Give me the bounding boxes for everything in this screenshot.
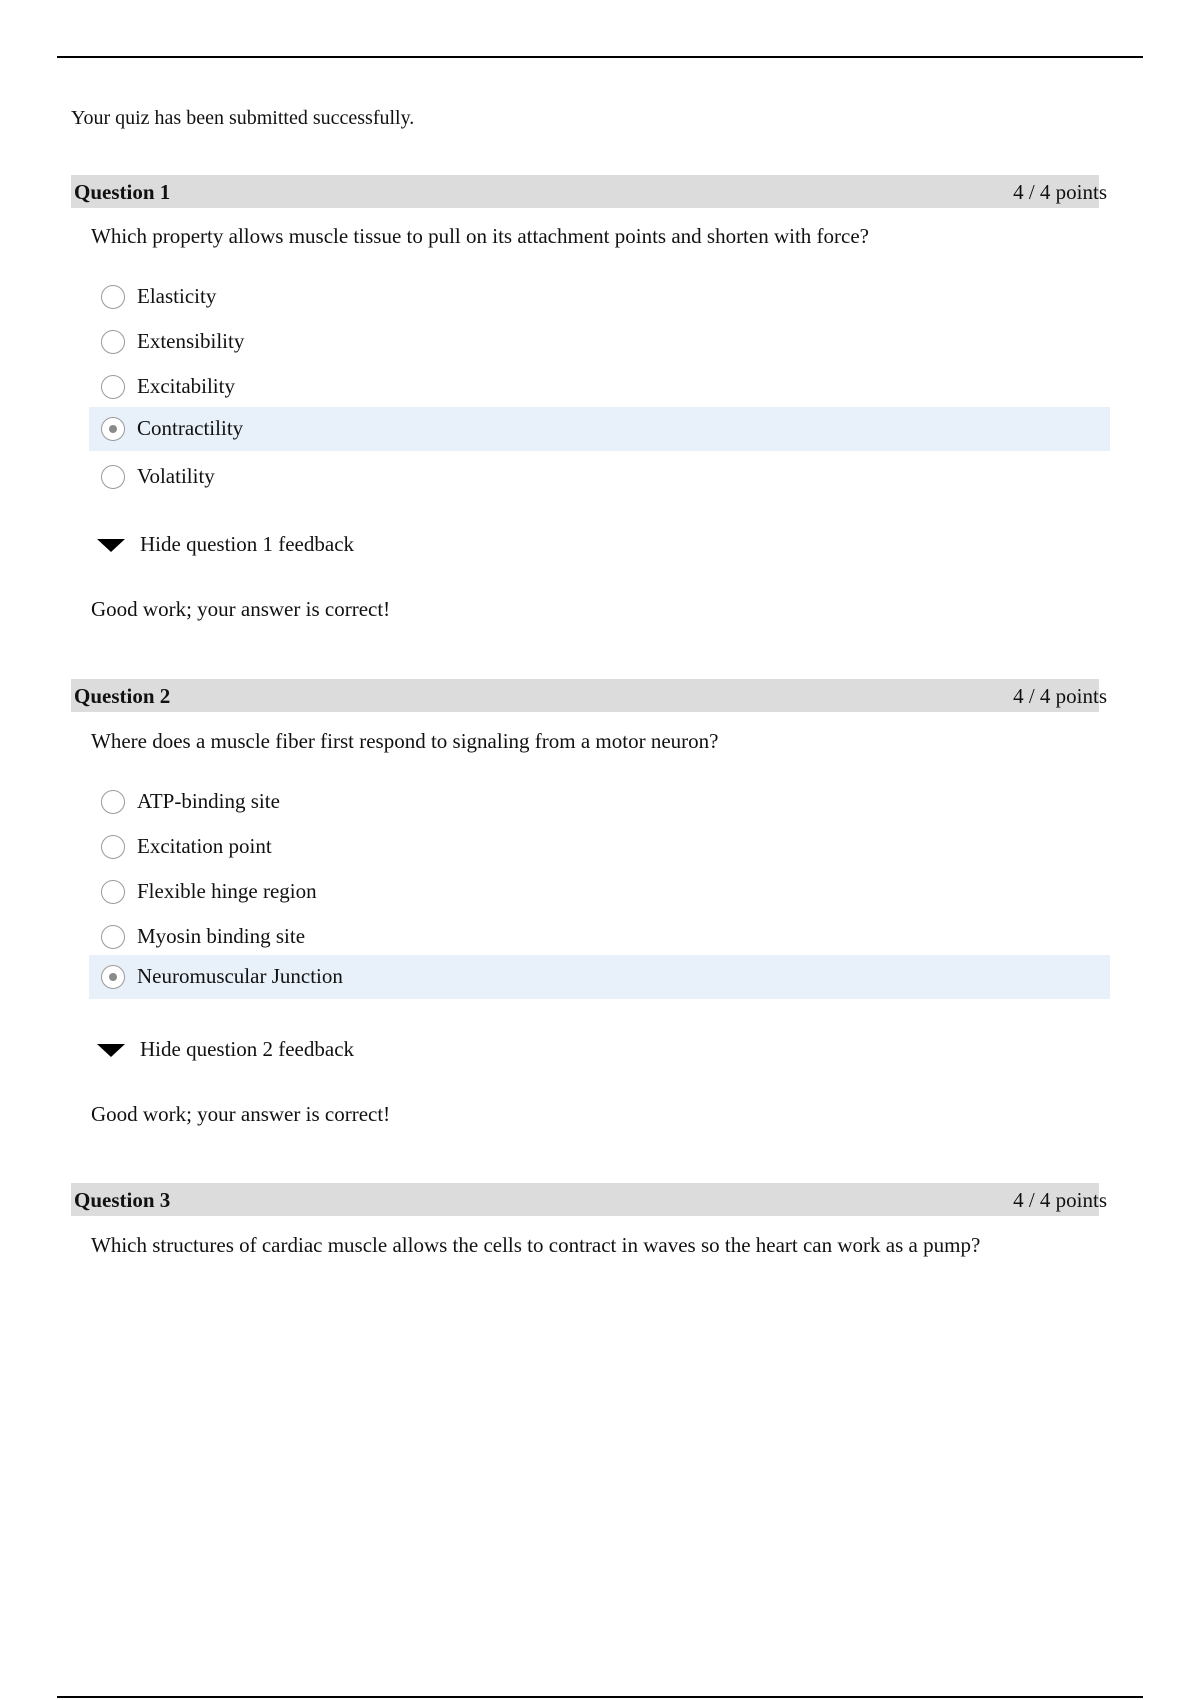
caret-down-icon	[97, 1044, 125, 1057]
feedback-toggle-label: Hide question 2 feedback	[140, 1037, 355, 1061]
option-label: Elasticity	[137, 284, 217, 308]
radio-button-selected[interactable]	[101, 417, 125, 441]
question-2-header	[71, 679, 1107, 712]
question-3-title: Question 3	[74, 1188, 171, 1212]
radio-button[interactable]	[101, 790, 125, 814]
option-label: Contractility	[137, 416, 244, 440]
radio-button[interactable]	[101, 375, 125, 399]
q2-option-neuromuscular-junction[interactable]	[89, 955, 1110, 999]
radio-button[interactable]	[101, 835, 125, 859]
q2-option-atp-binding-site[interactable]	[89, 780, 1110, 824]
radio-button[interactable]	[101, 880, 125, 904]
question-1-title: Question 1	[74, 180, 171, 204]
question-2-feedback: Good work; your answer is correct!	[91, 1102, 391, 1126]
option-label: Myosin binding site	[137, 924, 306, 948]
question-1-header	[71, 175, 1107, 208]
radio-button-selected[interactable]	[101, 965, 125, 989]
radio-button[interactable]	[101, 285, 125, 309]
top-divider	[57, 56, 1143, 58]
question-3-text: Which structures of cardiac muscle allows the cells to contract in waves so the heart can work as a pump?	[91, 1233, 981, 1257]
radio-button[interactable]	[101, 925, 125, 949]
q2-option-myosin-binding-site[interactable]	[89, 915, 1110, 959]
question-1-points: 4 / 4 points	[1013, 180, 1107, 204]
q2-option-excitation-point[interactable]	[89, 825, 1110, 869]
option-label: Excitability	[137, 374, 235, 398]
q1-option-elasticity[interactable]	[89, 275, 1110, 319]
question-2-points: 4 / 4 points	[1013, 684, 1107, 708]
option-label: Volatility	[137, 464, 215, 488]
q1-option-contractility[interactable]	[89, 407, 1110, 451]
question-2-title: Question 2	[74, 684, 171, 708]
q1-option-excitability[interactable]	[89, 365, 1110, 409]
question-1-text: Which property allows muscle tissue to pull on its attachment points and shorten with force?	[91, 224, 869, 248]
option-label: Extensibility	[137, 329, 245, 353]
option-label: Flexible hinge region	[137, 879, 317, 903]
caret-down-icon	[97, 539, 125, 552]
question-1-feedback: Good work; your answer is correct!	[91, 597, 391, 621]
radio-button[interactable]	[101, 330, 125, 354]
option-label: ATP-binding site	[137, 789, 280, 813]
question-2-text: Where does a muscle fiber first respond to signaling from a motor neuron?	[91, 729, 719, 753]
feedback-toggle-label: Hide question 1 feedback	[140, 532, 355, 556]
q1-option-volatility[interactable]	[89, 455, 1110, 499]
radio-button[interactable]	[101, 465, 125, 489]
option-label: Excitation point	[137, 834, 272, 858]
bottom-divider	[57, 1696, 1143, 1698]
option-label: Neuromuscular Junction	[137, 964, 343, 988]
question-3-header	[71, 1183, 1107, 1216]
question-3-points: 4 / 4 points	[1013, 1188, 1107, 1212]
q1-option-extensibility[interactable]	[89, 320, 1110, 364]
q2-option-flexible-hinge-region[interactable]	[89, 870, 1110, 914]
submission-status: Your quiz has been submitted successfully.	[71, 107, 415, 129]
